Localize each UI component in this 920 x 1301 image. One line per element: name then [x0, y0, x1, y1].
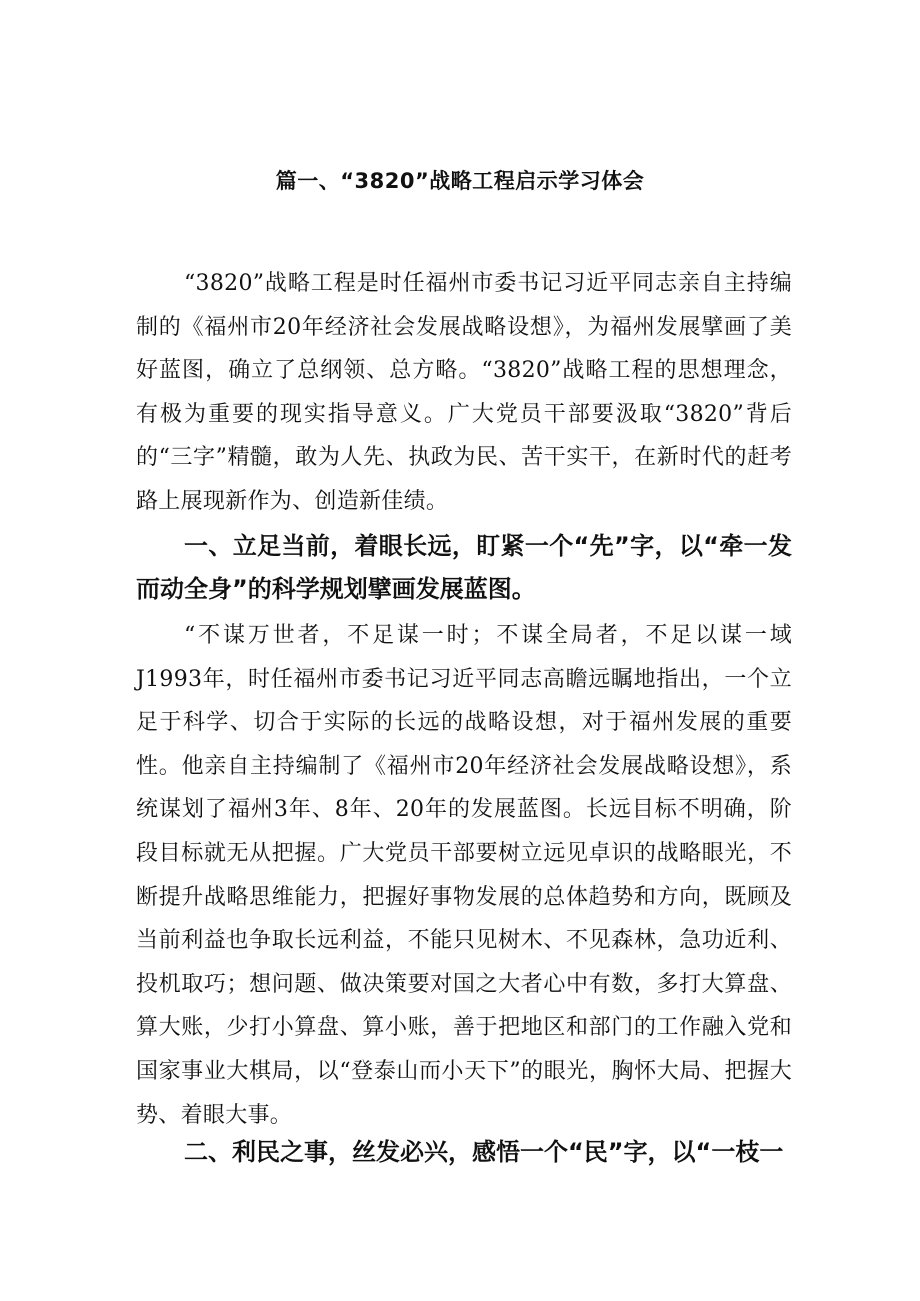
section-1-paragraph: “不谋万世者，不足谋一时；不谋全局者，不足以谋一域J1993年，时任福州市委书记习近平同志高瞻远瞩地指出，一个立足于科学、切合于实际的长远的战略设想，对于福州发展的重要性。他亲自主持编制了《福州市20年经济社会发展战略设想》，系统谋划了福州3年、8年、20年的发展蓝图。长远目标不明确，阶段目标就无从把握。广大党员干部要树立远见卓识的战略眼光，不断提升战略思维能力，把握好事物发展的总体趋势和方向，既顾及当前利益也争取长远利益，不能只见树木、不见森林，急功近利、投机取巧；想问题、做决策要对国之大者心中有数，多打大算盘、算大账，少打小算盘、算小账，善于把地区和部门的工作融入党和国家事业大棋局，以“登泰山而小天下”的眼光，胸怀大局、把握大势、着眼大事。 [136, 623, 792, 1128]
section-heading-2: 二、利民之事，丝发必兴，感悟一个“民”字，以“一枝一 [184, 1138, 784, 1166]
document-title: 篇一、“3820”战略工程启示学习体会 [275, 169, 645, 193]
section-heading-1: 一、立足当前，着眼长远，盯紧一个“先”字，以“牵一发而动全身”的科学规划擘画发展蓝图。 [136, 532, 792, 603]
intro-paragraph: “3820”战略工程是时任福州市委书记习近平同志亲自主持编制的《福州市20年经济社会发展战略设想》，为福州发展擘画了美好蓝图，确立了总纲领、总方略。“3820”战略工程的思想理念，有极为重要的现实指导意义。广大党员干部要汲取“3820”背后的“三字”精髓，敢为人先、执政为民、苦干实干，在新时代的赶考路上展现新作为、创造新佳绩。 [136, 271, 792, 514]
